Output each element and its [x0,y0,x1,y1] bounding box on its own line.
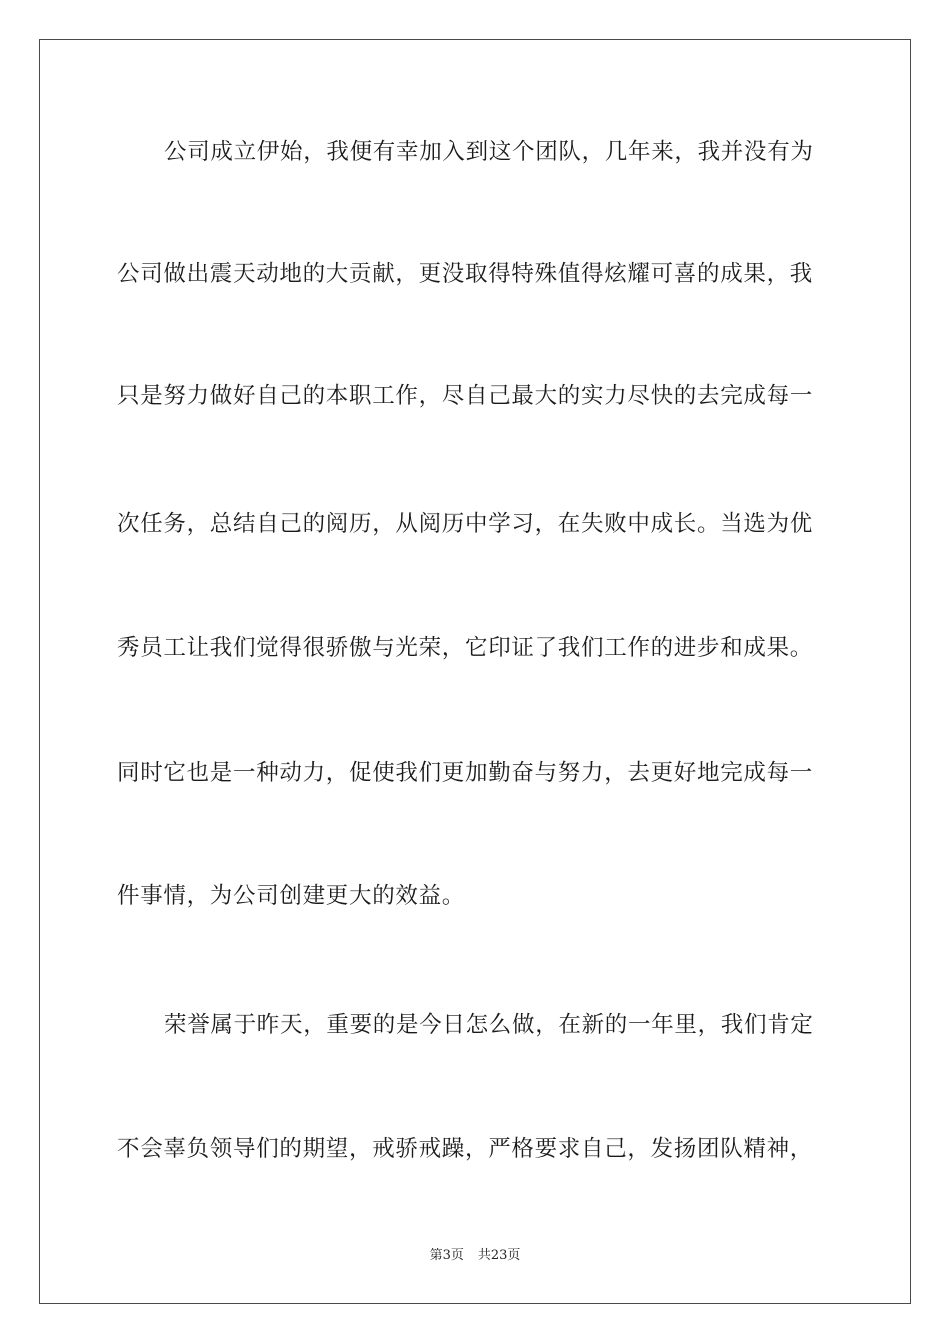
paragraph-1-line-4: 次任务，总结自己的阅历，从阅历中学习，在失败中成长。当选为优 [117,511,814,537]
paragraph-1-line-2: 公司做出震天动地的大贡献，更没取得特殊值得炫耀可喜的成果，我 [117,261,814,287]
page-border [39,39,911,1304]
paragraph-1-line-1: 公司成立伊始，我便有幸加入到这个团队，几年来，我并没有为 [164,139,814,165]
page-total: 共23页 [477,1248,521,1263]
paragraph-1-line-5: 秀员工让我们觉得很骄傲与光荣，它印证了我们工作的进步和成果。 [117,635,814,661]
paragraph-1-line-6: 同时它也是一种动力，促使我们更加勤奋与努力，去更好地完成每一 [117,760,814,786]
paragraph-1-line-7: 件事情，为公司创建更大的效益。 [117,883,466,909]
paragraph-2-line-2: 不会辜负领导们的期望，戒骄戒躁，严格要求自己，发扬团队精神， [117,1136,814,1162]
paragraph-1-line-3: 只是努力做好自己的本职工作，尽自己最大的实力尽快的去完成每一 [117,383,814,409]
page-number: 第3页 [429,1248,464,1263]
paragraph-2-line-1: 荣誉属于昨天，重要的是今日怎么做，在新的一年里，我们肯定 [164,1012,814,1038]
page-footer [0,1248,950,1264]
